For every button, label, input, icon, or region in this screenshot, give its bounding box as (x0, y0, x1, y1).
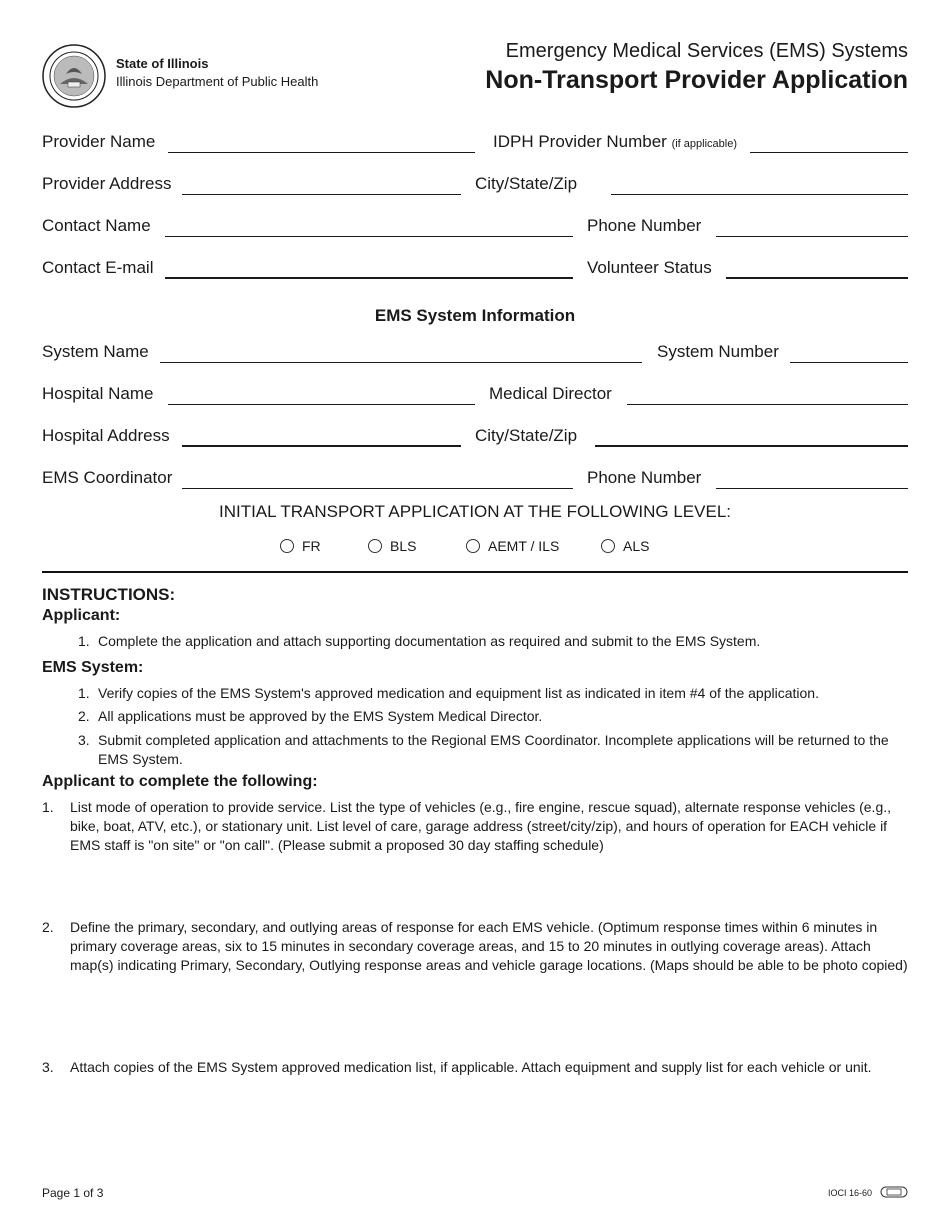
medical-director-label: Medical Director (489, 384, 612, 403)
radio-als[interactable] (601, 538, 649, 554)
contact-phone-field[interactable] (716, 236, 908, 237)
radio-aemt-ils[interactable] (466, 538, 559, 554)
complete-item-number: 1. (42, 799, 54, 815)
hospital-address-field[interactable] (182, 445, 461, 447)
radio-circle-icon[interactable] (280, 539, 294, 553)
complete-item-number: 2. (42, 919, 54, 935)
radio-als-label: ALS (623, 538, 650, 554)
instructions-heading: INSTRUCTIONS: (42, 585, 176, 604)
radio-aemt-ils-label: AEMT / ILS (488, 538, 560, 554)
hospital-city-field[interactable] (595, 445, 908, 447)
state-name: State of Illinois (116, 56, 209, 71)
complete-item-number: 3. (42, 1059, 54, 1075)
hospital-name-field[interactable] (168, 404, 475, 405)
radio-bls-label: BLS (390, 538, 417, 554)
radio-fr-label: FR (302, 538, 321, 554)
system-number-label: System Number (657, 342, 779, 361)
applicant-heading: Applicant: (42, 607, 121, 624)
provider-name-label: Provider Name (42, 132, 156, 151)
hospital-name-label: Hospital Name (42, 384, 154, 403)
complete-item: Attach copies of the EMS System approved medication list, if applicable. Attach equipment and supply list for each vehicle or unit. (70, 1059, 872, 1075)
ems-coordinator-field[interactable] (182, 488, 573, 489)
ems-system-section-title: EMS System Information (374, 306, 576, 325)
ems-item-number: 2. (78, 708, 90, 724)
medical-director-field[interactable] (627, 404, 908, 405)
provider-name-field[interactable] (168, 152, 475, 153)
provider-address-field[interactable] (182, 194, 461, 195)
department-name: Illinois Department of Public Health (116, 74, 319, 89)
form-title: Non-Transport Provider Application (485, 66, 908, 94)
idph-number-label: IDPH Provider Number (if applicable) (493, 132, 737, 151)
volunteer-status-label: Volunteer Status (587, 258, 712, 277)
provider-city-field[interactable] (611, 194, 908, 195)
idph-note: (if applicable) (671, 138, 737, 150)
complete-heading: Applicant to complete the following: (42, 773, 318, 790)
idph-number-field[interactable] (750, 152, 908, 153)
form-title-line1: Emergency Medical Services (EMS) Systems (505, 40, 908, 62)
system-number-field[interactable] (790, 362, 908, 363)
provider-address-label: Provider Address (42, 174, 172, 193)
form-code: IOCI 16-60 (828, 1188, 873, 1198)
complete-item: Define the primary, secondary, and outlying areas of response for each EMS vehicle. (Optimum response times within 6 minutes in primary coverage areas, six to 15 minutes in secondary coverage areas, and 15 to 20 minutes in outlying coverage areas). Attach map(s) indicating Primary, Secondary, Outlying response areas and vehicle garage locations. (Maps should be able to be photo copied) (70, 919, 908, 973)
ems-item: Submit completed application and attachments to the Regional EMS Coordinator. Incomplete applications will be returned to the EMS System. (98, 732, 889, 767)
level-title: INITIAL TRANSPORT APPLICATION AT THE FOLLOWING LEVEL: (218, 502, 732, 521)
complete-item: List mode of operation to provide service. List the type of vehicles (e.g., fire engine, rescue squad), alternate response vehicles (e.g., bike, boat, ATV, etc.), or stationary unit. List level of care, garage address (street/city/zip), and hours of operation for EACH vehicle if EMS staff is "on site" or "on call". (Please submit a proposed 30 day staffing schedule) (70, 799, 892, 853)
ems-system-heading: EMS System: (42, 659, 144, 676)
hospital-city-label: City/State/Zip (475, 426, 578, 445)
radio-circle-icon[interactable] (368, 539, 382, 553)
coordinator-phone-field[interactable] (716, 488, 908, 489)
ems-item-number: 3. (78, 732, 90, 748)
state-seal-logo (42, 44, 106, 108)
radio-circle-icon[interactable] (601, 539, 615, 553)
ems-coordinator-label: EMS Coordinator (42, 468, 173, 487)
hospital-address-label: Hospital Address (42, 426, 170, 445)
contact-email-label: Contact E-mail (42, 258, 154, 277)
applicant-item: Complete the application and attach supporting documentation as required and submit to the EMS System. (98, 633, 761, 649)
applicant-item-number: 1. (78, 633, 90, 649)
provider-city-label: City/State/Zip (475, 174, 578, 193)
ems-item: All applications must be approved by the EMS System Medical Director. (98, 708, 543, 724)
coordinator-phone-label: Phone Number (587, 468, 702, 487)
volunteer-status-field[interactable] (726, 277, 908, 279)
union-bug-icon (880, 1186, 908, 1198)
radio-circle-icon[interactable] (466, 539, 480, 553)
system-name-label: System Name (42, 342, 149, 361)
contact-name-field[interactable] (165, 236, 573, 237)
radio-fr[interactable] (280, 538, 321, 554)
contact-email-field[interactable] (165, 277, 573, 279)
page-number: Page 1 of 3 (42, 1186, 104, 1200)
ems-item: Verify copies of the EMS System's approved medication and equipment list as indicated in item #4 of the application. (98, 685, 819, 701)
system-name-field[interactable] (160, 362, 642, 363)
radio-bls[interactable] (368, 538, 416, 554)
ems-item-number: 1. (78, 685, 90, 701)
contact-name-label: Contact Name (42, 216, 151, 235)
section-divider (42, 571, 908, 573)
contact-phone-label: Phone Number (587, 216, 702, 235)
